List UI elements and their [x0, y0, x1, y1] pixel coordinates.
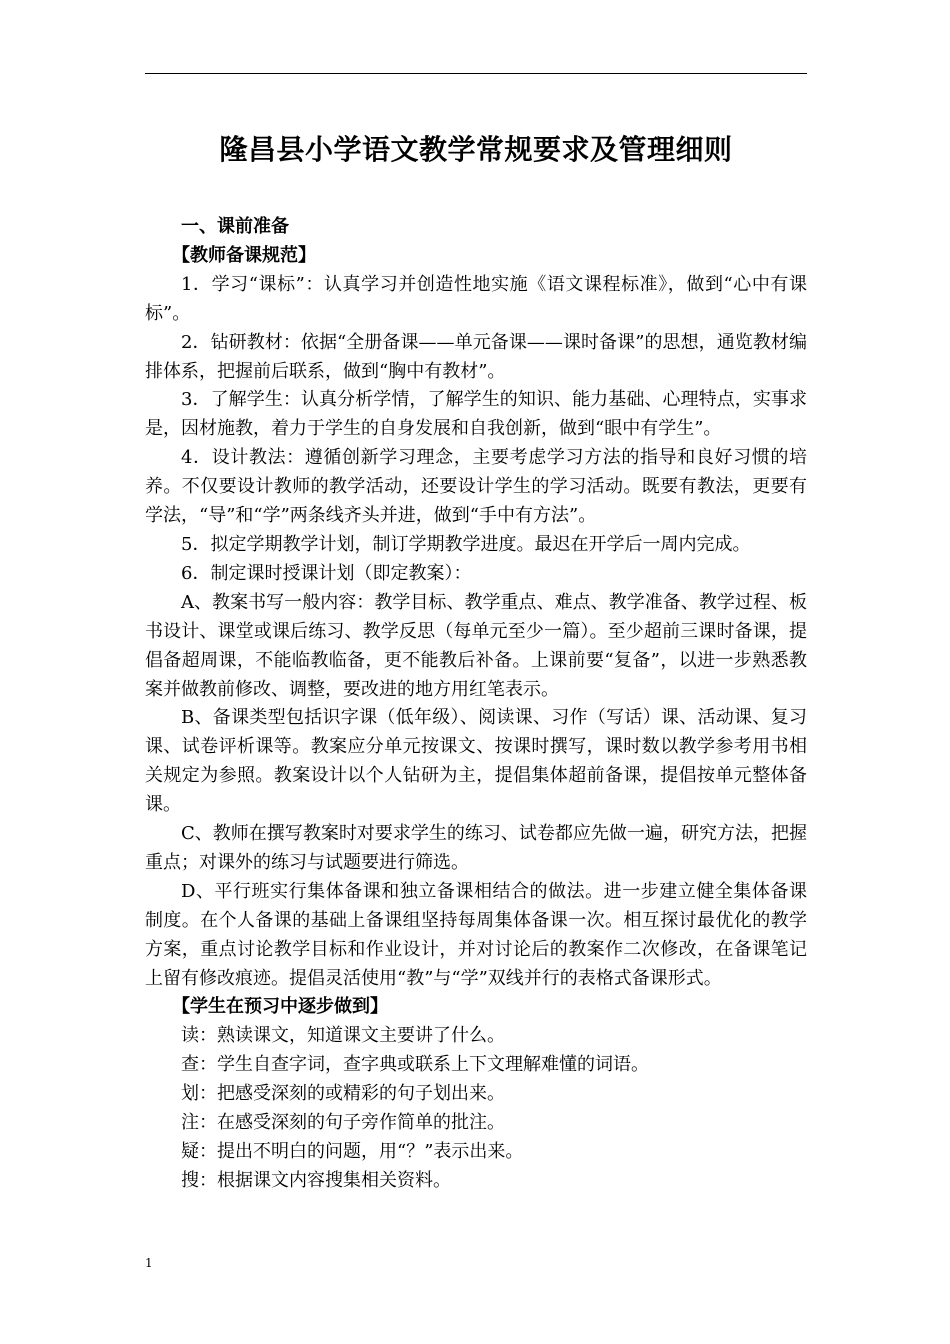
paragraph: C、教师在撰写教案时对要求学生的练习、试卷都应先做一遍，研究方法，把握重点；对课外的练习与试题要进行筛选。 — [145, 823, 807, 873]
paragraph: 3．了解学生：认真分析学情，了解学生的知识、能力基础、心理特点，实事求是，因材施教，着力于学生的自身发展和自我创新，做到“眼中有学生”。 — [145, 389, 807, 440]
list-item: 注：在感受深刻的句子旁作简单的批注。 — [181, 1112, 505, 1134]
paragraph: 1．学习“课标”：认真学习并创造性地实施《语文课程标准》，做到“心中有课标”。 — [145, 273, 807, 324]
subsection-heading: 【教师备课规范】 — [172, 244, 316, 266]
paragraph: 5．拟定学期教学计划，制订学期教学进度。最迟在开学后一周内完成。 — [181, 533, 751, 555]
page-number: 1 — [145, 1256, 153, 1270]
paragraph: A、教案书写一般内容：教学目标、教学重点、难点、教学准备、教学过程、板书设计、课堂或课后练习、教学反思（每单元至少一篇）。至少超前三课时备课，提倡备超周课，不能临教临备，更不能教后补备。上课前要“复备”，以进一步熟悉教案并做教前修改、调整，要改进的地方用红笔表示。 — [145, 591, 807, 700]
subsection-heading: 【学生在预习中逐步做到】 — [172, 996, 388, 1018]
list-item: 读：熟读课文，知道课文主要讲了什么。 — [181, 1025, 505, 1047]
paragraph: B、备课类型包括识字课（低年级）、阅读课、习作（写话）课、活动课、复习课、试卷评析课等。教案应分单元按课文、按课时撰写，课时数以教学参考用书相关规定为参照。教案设计以个人钻研为主，提倡集体超前备课，提倡按单元整体备课。 — [145, 707, 807, 816]
list-item: 查：学生自查字词，查字典或联系上下文理解难懂的词语。 — [181, 1054, 649, 1076]
section-heading: 一、课前准备 — [181, 216, 289, 237]
document-body — [145, 213, 807, 1196]
paragraph: 2．钻研教材：依据“全册备课——单元备课——课时备课”的思想，通览教材编排体系，把握前后联系，做到“胸中有教材”。 — [145, 331, 807, 382]
paragraph: D、平行班实行集体备课和独立备课相结合的做法。进一步建立健全集体备课制度。在个人备课的基础上备课组坚持每周集体备课一次。相互探讨最优化的教学方案，重点讨论教学目标和作业设计，并对讨论后的教案作二次修改，在备课笔记上留有修改痕迹。提倡灵活使用“教”与“学”双线并行的表格式备课形式。 — [145, 880, 807, 989]
paragraph: 4．设计教法：遵循创新学习理念，主要考虑学习方法的指导和良好习惯的培养。不仅要设计教师的教学活动，还要设计学生的学习活动。既要有教法，更要有学法，“导”和“学”两条线齐头并进，做到“手中有方法”。 — [145, 447, 807, 527]
paragraph: 6．制定课时授课计划（即定教案）： — [181, 562, 472, 584]
list-item: 划：把感受深刻的或精彩的句子划出来。 — [181, 1083, 505, 1105]
list-item: 搜：根据课文内容搜集相关资料。 — [181, 1169, 451, 1191]
list-item: 疑：提出不明白的问题，用“？”表示出来。 — [181, 1141, 524, 1162]
document-title: 隆昌县小学语文教学常规要求及管理细则 — [219, 133, 733, 166]
header-rule — [145, 73, 807, 74]
